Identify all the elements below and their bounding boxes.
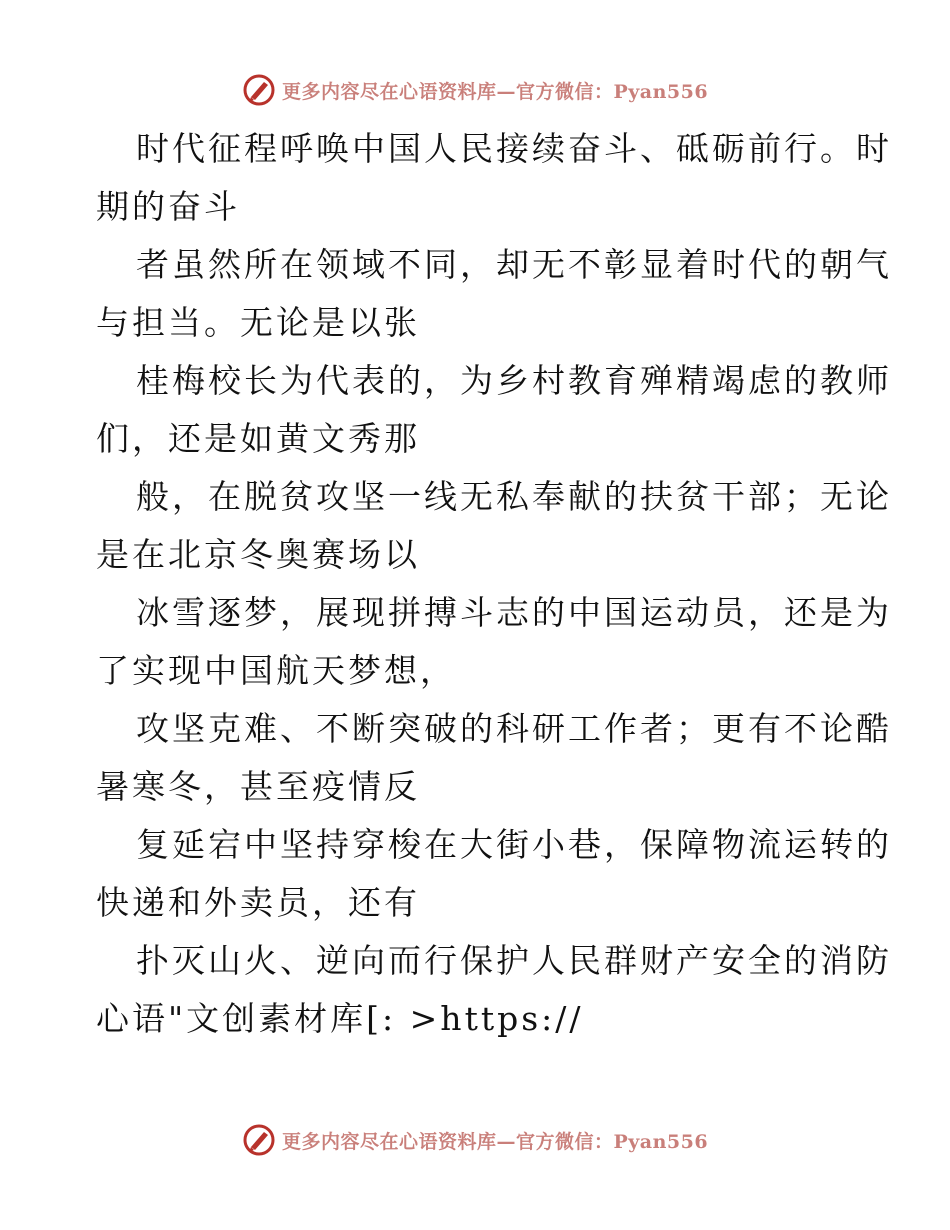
body-line-4: 与担当。无论是以张: [96, 303, 420, 342]
body-line-16: 心语"文创素材库[: >https://: [96, 999, 584, 1038]
footer-banner-text: 更多内容尽在心语资料库—官方微信：Pyan556: [281, 1130, 709, 1153]
document-body: [96, 120, 892, 1048]
body-line-5: 桂梅校长为代表的，为乡村教育殚精竭虑的教师: [136, 361, 892, 400]
body-line-14: 快递和外卖员，还有: [96, 883, 420, 922]
body-line-6: 们，还是如黄文秀那: [96, 419, 420, 458]
body-line-12: 暑寒冬，甚至疫情反: [96, 767, 420, 806]
body-line-13: 复延宕中坚持穿梭在大街小巷，保障物流运转的: [136, 825, 892, 864]
body-line-10: 了实现中国航天梦想，: [96, 651, 456, 690]
pen-logo-icon: [242, 1123, 276, 1157]
body-line-1: 时代征程呼唤中国人民接续奋斗、砥砺前行。时: [136, 129, 892, 168]
pen-logo-icon: [242, 73, 276, 107]
page-footer-banner: [0, 1120, 950, 1160]
body-line-9: 冰雪逐梦，展现拼搏斗志的中国运动员，还是为: [136, 593, 892, 632]
body-line-11: 攻坚克难、不断突破的科研工作者；更有不论酷: [136, 709, 892, 748]
header-banner-text: 更多内容尽在心语资料库—官方微信：Pyan556: [281, 80, 709, 103]
footer-banner-row: [242, 1123, 708, 1157]
page-header-banner: [0, 70, 950, 110]
body-line-7: 般，在脱贫攻坚一线无私奉献的扶贫干部；无论: [136, 477, 892, 516]
body-line-8: 是在北京冬奥赛场以: [96, 535, 420, 574]
body-line-15: 扑灭山火、逆向而行保护人民群财产安全的消防: [136, 941, 892, 980]
header-banner-row: [242, 73, 708, 107]
body-line-3: 者虽然所在领域不同，却无不彰显着时代的朝气: [136, 245, 892, 284]
body-line-2: 期的奋斗: [96, 187, 240, 226]
